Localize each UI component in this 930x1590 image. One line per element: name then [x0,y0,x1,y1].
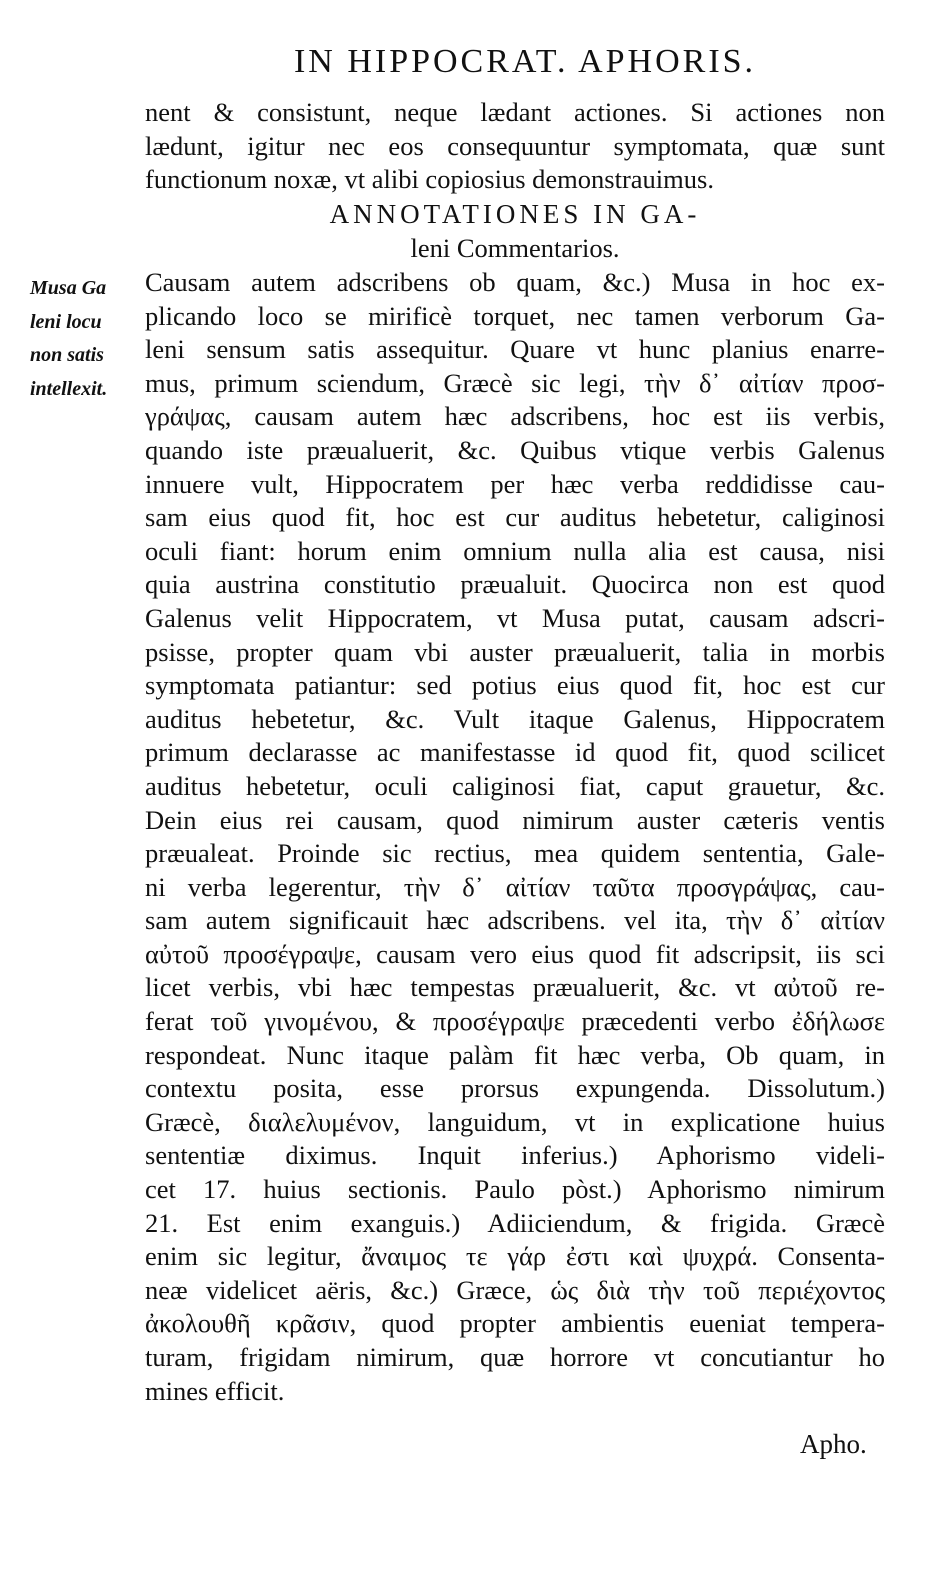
text-line: Dein eius rei causam, quod nimirum auster cæteris ventis [145,804,885,835]
marginal-note-line: non satis [30,344,104,367]
text-line: Græcè, διαλελυμένον, languidum, vt in explicatione huius [145,1106,885,1137]
marginal-note-line: Musa Ga [30,277,107,299]
running-head: IN HIPPOCRAT. APHORIS. [293,43,757,80]
annotations-body [145,266,885,1408]
text-line: sententiæ diximus. Inquit inferius.) Aphorismo videli- [145,1140,885,1171]
text-line: functionum noxæ, vt alibi copiosius demonstrauimus. [145,164,714,195]
text-line: ferat τοῦ γινομένου, & προσέγραψε præcedenti verbo ἐδήλωσε [145,1006,885,1037]
text-line: nent & consistunt, neque lædant actiones. Si actiones non [145,97,885,127]
text-line: lædunt, igitur nec eos consequuntur symptomata, quæ sunt [145,130,885,161]
text-line: oculi fiant: horum enim omnium nulla alia est causa, nisi [145,535,885,566]
text-line: plicando loco se mirificè torquet, nec tamen verborum Ga- [145,300,885,331]
text-line: turam, frigidam nimirum, quæ horrore vt concutiantur ho [145,1342,885,1372]
text-line: enim sic legitur, ἄναιμος τε γάρ ἐστι καὶ ψυχρά. Consenta- [145,1241,885,1272]
top-paragraph [145,96,885,197]
text-line: respondeat. Nunc itaque palàm fit hæc verba, Ob quam, in [145,1039,885,1070]
annotations-heading [145,198,885,265]
catchword: Apho. [800,1429,867,1459]
text-line: primum declarasse ac manifestasse id quod fit, quod scilicet [145,737,885,768]
text-line: αὐτοῦ προσέγραψε, causam vero eius quod fit adscripsit, iis sci [145,938,885,969]
text-line: mines efficit. [145,1375,285,1406]
text-line: sam eius quod fit, hoc est cur auditus hebetetur, caliginosi [145,502,885,533]
text-line: symptomata patiantur: sed potius eius quod fit, hoc est cur [145,670,885,701]
text-line: auditus hebetetur, oculi caliginosi fiat, caput grauetur, &c. [145,770,885,801]
text-line: γράψας, causam autem hæc adscribens, hoc est iis verbis, [145,401,885,432]
text-line: præualeat. Proinde sic rectius, mea quidem sententia, Gale- [145,838,885,869]
text-line: quando iste præualuerit, &c. Quibus vtique verbis Galenus [145,434,885,465]
text-line: ἀκολουθῆ κρᾶσιν, quod propter ambientis eueniat tempera- [145,1308,885,1339]
heading-line: ANNOTATIONES IN GA- [329,199,701,229]
heading-line: leni Commentarios. [410,232,620,263]
text-line: neæ videlicet aëris, &c.) Græce, ὡς διὰ τὴν τοῦ περιέχοντος [145,1274,885,1305]
text-line: Causam autem adscribens ob quam, &c.) Musa in hoc ex- [145,267,885,297]
text-line: contextu posita, esse prorsus expungenda. Dissolutum.) [145,1073,885,1104]
marginal-note-line: intellexit. [30,377,108,400]
text-line: auditus hebetetur, &c. Vult itaque Galenus, Hippocratem [145,703,885,734]
marginal-note [30,272,140,406]
text-line: innuere vult, Hippocratem per hæc verba reddidisse cau- [145,468,885,499]
marginal-note-line: leni locu [30,310,102,333]
text-line: psisse, propter quam vbi auster præualuerit, talia in morbis [145,636,885,667]
text-line: Galenus velit Hippocratem, vt Musa putat, causam adscri- [145,602,885,633]
text-line: quia austrina constitutio præualuit. Quocirca non est quod [145,569,885,600]
text-line: 21. Est enim exanguis.) Adiiciendum, & frigida. Græcè [145,1207,885,1238]
text-line: licet verbis, vbi hæc tempestas præualuerit, &c. vt αὐτοῦ re- [145,972,885,1003]
text-line: leni sensum satis assequitur. Quare vt hunc planius enarre- [145,334,885,365]
text-line: ni verba legerentur, τὴν δ᾽ αἰτίαν ταῦτα προσγράψας, cau- [145,871,885,902]
text-line: sam autem significauit hæc adscribens. vel ita, τὴν δ᾽ αἰτίαν [145,905,885,936]
text-line: mus, primum sciendum, Græcè sic legi, τὴν δ᾽ αἰτίαν προσ- [145,367,885,398]
text-line: cet 17. huius sectionis. Paulo pòst.) Aphorismo nimirum [145,1174,885,1205]
